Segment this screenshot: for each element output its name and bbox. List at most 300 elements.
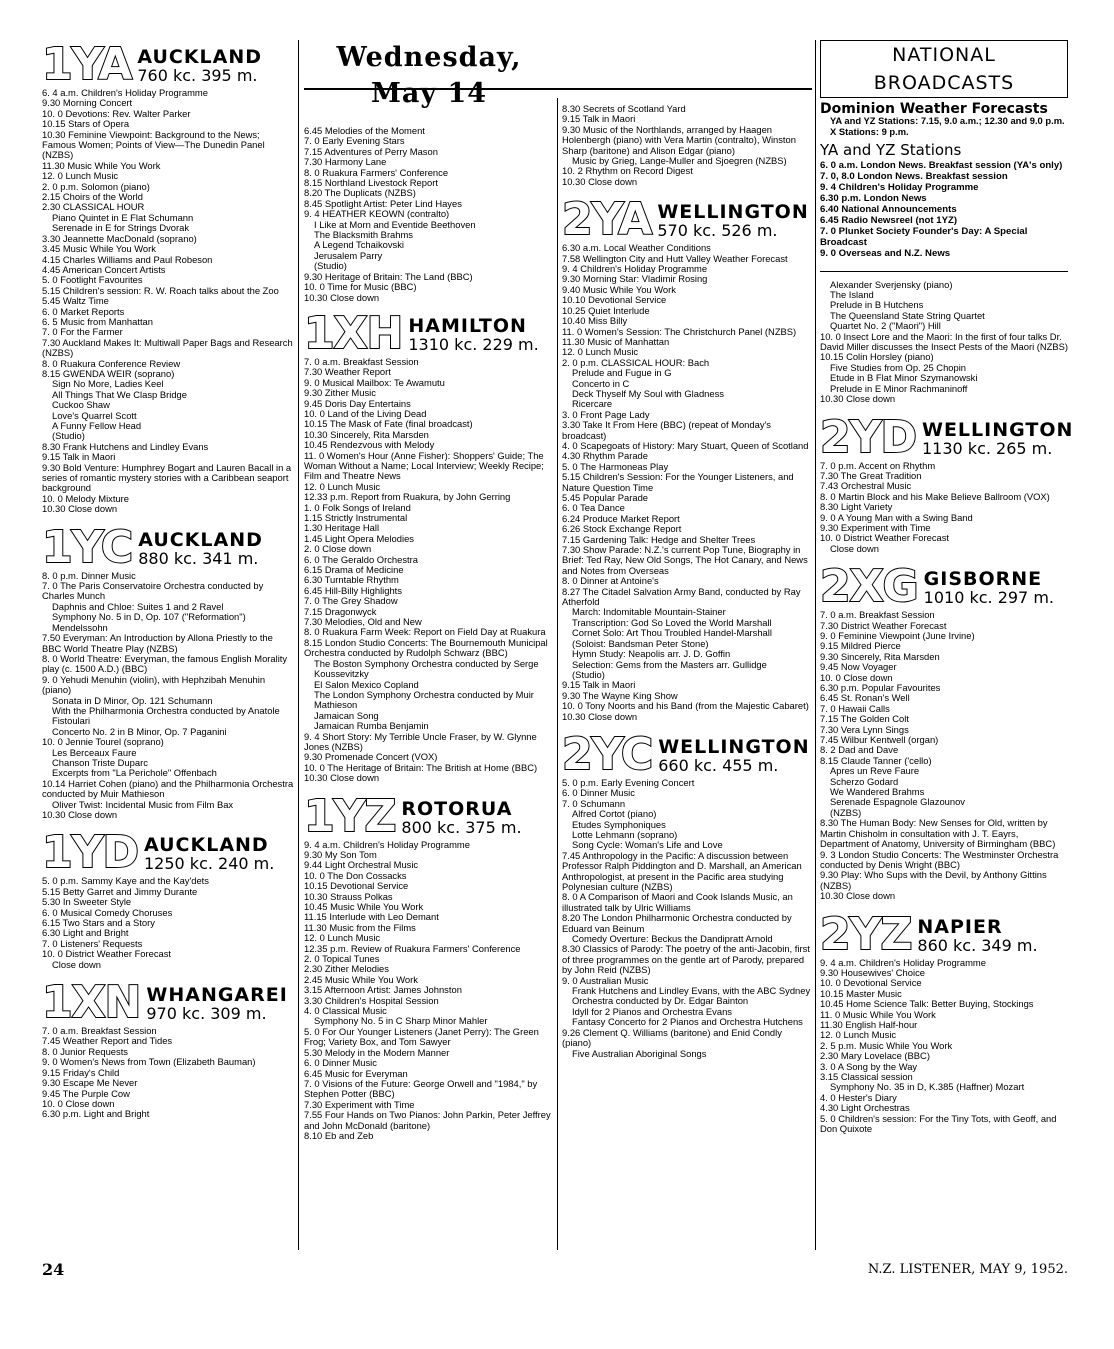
programme-line: Daphnis and Chloe: Suites 1 and 2 Ravel xyxy=(52,600,224,612)
station-1ya xyxy=(42,39,294,90)
programme-line: 7.30 Experiment with Time xyxy=(304,1098,415,1110)
programme-line: 2.15 Choirs of the World xyxy=(42,191,143,203)
programme-line: 10. 0 The Heritage of Britain: The British at Home (BBC) xyxy=(304,761,538,773)
programme-line: 7. 0 Hawaii Calls xyxy=(820,702,890,714)
programme-line: 5.30 In Sweeter Style xyxy=(42,896,132,908)
programme-line: 8.15 Claude Tanner ('cello) xyxy=(820,754,932,766)
programme-line: 10.25 Quiet Interlude xyxy=(562,304,650,316)
programme-line: 10. 0 Melody Mixture xyxy=(42,492,130,504)
programme-line: 6.30 p.m. Popular Favourites xyxy=(820,682,941,693)
programme-list xyxy=(562,243,812,722)
station-name: WHANGAREI xyxy=(146,984,288,1007)
programme-line: 9.45 Doris Day Entertains xyxy=(304,397,411,409)
national-items xyxy=(820,160,1068,259)
programme-line: 5.45 Waltz Time xyxy=(42,295,109,307)
programme-line: 9.15 Mildred Pierce xyxy=(820,640,901,652)
programme-line: 7.45 Anthropology in the Pacific: A discussion between Professor Ralph Piddington and D. Marshall, an American Anthropologist, at present in the Pacific area studying Polynesian culture (NZBS) xyxy=(562,849,802,892)
programme-line: Hymn Study: Neapolis arr. J. D. Goffin xyxy=(572,648,731,660)
programme-line: 6.45 Hill-Billy Highlights xyxy=(304,584,402,596)
programme-line: Deck Thyself My Soul with Gladness xyxy=(572,387,724,399)
programme-line: 11.30 Music of Manhattan xyxy=(562,335,670,347)
national-item xyxy=(820,193,1068,204)
programme-line: Love's Quarrel Scott xyxy=(52,409,137,421)
programme-line: 3. 0 Front Page Lady xyxy=(562,408,650,420)
programme-line: 2.30 CLASSICAL HOUR xyxy=(42,201,145,213)
programme-list xyxy=(562,104,812,187)
programme-line: 12. 0 Lunch Music xyxy=(820,1029,897,1041)
programme-line: 10.45 Rendezvous with Melody xyxy=(304,439,435,451)
programme-line: (Studio) xyxy=(572,668,605,680)
programme-line: 6. 0 Market Reports xyxy=(42,305,125,317)
national-broadcasts-box: NATIONAL BROADCASTS xyxy=(820,40,1068,98)
programme-line: 10. 0 Close down xyxy=(820,671,893,683)
programme-line: 8.30 Classics of Parody: The poetry of the anti-Jacobin, first of three programmes on the gentle art of Parody, prepared by John Reid (NZBS) xyxy=(562,943,810,976)
weather-title: Dominion Weather Forecasts xyxy=(820,101,1048,117)
programme-line: Alexander Sverjensky (piano) xyxy=(830,278,953,290)
programme-line: Symphony No. 35 in D, K.385 (Haffner) Mozart xyxy=(830,1081,1025,1093)
programme-line: 8. 0 Ruakura Conference Review xyxy=(42,357,181,369)
national-item-desc: London News. Breakfast session xyxy=(857,170,1008,182)
programme-line: 7. 0 Visions of the Future: George Orwell and "1984," by Stephen Potter (BBC) xyxy=(304,1077,538,1100)
programme-line: 9.30 Music of the Northlands, arranged by Haagen Holenbergh (piano) with Vera Martin (contralto), Winston Sharp (baritone) and Alison Edgar (piano) xyxy=(562,123,796,156)
programme-line: Comedy Overture: Beckus the Dandipratt Arnold xyxy=(572,933,773,945)
programme-line: 7. 0 p.m. Accent on Rhythm xyxy=(820,459,936,471)
programme-line: 1. 0 Folk Songs of Ireland xyxy=(304,501,411,513)
programme-list xyxy=(820,280,1068,405)
station-frequency: 800 kc. 375 m. xyxy=(401,817,522,837)
programme-line: 3.45 Music While You Work xyxy=(42,243,156,255)
programme-line: 8.30 Light Variety xyxy=(820,501,893,513)
programme-line: 10.15 Colin Horsley (piano) xyxy=(820,351,934,363)
programme-line: 10.30 Strauss Polkas xyxy=(304,890,393,902)
station-frequency: 660 kc. 455 m. xyxy=(658,755,779,775)
programme-list xyxy=(42,876,294,970)
programme-line: Fantasy Concerto for 2 Pianos and Orchestra Hutchens xyxy=(572,1016,803,1028)
programme-line: 10.30 Feminine Viewpoint: Background to the News; Famous Women; Points of View—The Dunedin Panel (NZBS) xyxy=(42,128,265,161)
national-item-time: 7. 0 xyxy=(820,225,839,237)
programme-line: 12.35 p.m. Review of Ruakura Farmers' Conference xyxy=(304,942,521,954)
programme-line: 4.30 Light Orchestras xyxy=(820,1102,910,1114)
national-item-desc: Radio Newsreel (not 1YZ) xyxy=(841,214,958,226)
programme-list xyxy=(304,357,554,784)
national-item-desc: Children's Holiday Programme xyxy=(838,181,979,193)
national-item-time: 7. 0, 8.0 xyxy=(820,170,858,182)
programme-line: 10.30 Close down xyxy=(820,890,896,902)
national-item xyxy=(820,248,1068,259)
column-rule xyxy=(557,98,558,1250)
programme-line: Symphony No. 5 in C Sharp Minor Mahler xyxy=(314,1015,488,1027)
programme-line: Sign No More, Ladies Keel xyxy=(52,378,164,390)
programme-line: Prelude and Fugue in G xyxy=(572,367,672,379)
programme-line: Serenade Espagnole Glazounov xyxy=(830,796,965,808)
programme-line: 4. 0 Classical Music xyxy=(304,1005,387,1017)
programme-line: 3.15 Afternoon Artist: James Johnston xyxy=(304,984,462,996)
national-item-desc: Overseas and N.Z. News xyxy=(838,247,951,259)
programme-line: 11. 0 Music While You Work xyxy=(820,1008,936,1020)
programme-line: YA and YZ Stations: 7.15, 9.0 a.m.; 12.30 and 9.0 p.m. xyxy=(830,115,1065,127)
programme-line: 8. 2 Dad and Dave xyxy=(820,744,899,756)
programme-line: 10. 0 Land of the Living Dead xyxy=(304,407,427,419)
programme-line: 8.30 The Human Body: New Senses for Old, written by Martin Chisholm in consultation with J. T. Eayrs, Department of Anatomy, University of Birmingham (BBC) xyxy=(820,817,1056,850)
programme-line: 2. 0 Topical Tunes xyxy=(304,953,380,965)
programme-line: 9.15 Talk in Maori xyxy=(562,113,636,125)
station-1yz xyxy=(304,790,554,842)
column-rule xyxy=(298,40,299,1250)
programme-line: Etude in B Flat Minor Szymanowski xyxy=(830,372,978,384)
programme-line: 10.45 Music While You Work xyxy=(304,901,424,912)
programme-line: 12. 0 Lunch Music xyxy=(42,170,119,182)
programme-line: 9. 0 A Young Man with a Swing Band xyxy=(820,511,973,523)
programme-line: 9. 4 HEATHER KEOWN (contralto) xyxy=(304,208,450,220)
programme-line: 9. 3 London Studio Concerts: The Westminster Orchestra conducted by Denis Wright (BBC) xyxy=(820,848,1059,870)
station-frequency: 880 kc. 341 m. xyxy=(138,548,259,568)
programme-line: X Stations: 9 p.m. xyxy=(830,125,909,137)
programme-line: 5.15 Children's Session: For the Younger Listeners, and Nature Question Time xyxy=(562,471,794,493)
programme-line: 1.30 Heritage Hall xyxy=(304,522,380,534)
station-frequency: 760 kc. 395 m. xyxy=(137,66,258,85)
programme-line: All Things That We Clasp Bridge xyxy=(52,388,187,400)
programme-line: 7.43 Orchestral Music xyxy=(820,480,912,492)
programme-line: Excerpts from "La Perichole" Offenbach xyxy=(52,767,217,779)
station-1xh xyxy=(304,307,554,359)
programme-line: 9.45 Now Voyager xyxy=(820,661,897,673)
programme-line: 7. 0 Listeners' Requests xyxy=(42,937,143,949)
programme-line: We Wandered Brahms xyxy=(830,786,925,798)
programme-line: 10. 0 Insect Lore and the Maori: In the first of four talks Dr. David Miller discusses the Insect Pests of the Maori (NZBS) xyxy=(820,330,1068,353)
programme-line: 9.30 Heritage of Britain: The Land (BBC) xyxy=(304,270,473,282)
programme-line: 6. 4 a.m. Children's Holiday Programme xyxy=(42,87,208,98)
programme-line: 8.27 The Citadel Salvation Army Band, conducted by Ray Atherfold xyxy=(562,585,801,608)
programme-line: 9.30 The Wayne King Show xyxy=(562,689,678,701)
programme-line: 10. 0 Time for Music (BBC) xyxy=(304,281,417,293)
programme-line: 7.30 Vera Lynn Sings xyxy=(820,723,909,735)
programme-list xyxy=(304,840,554,1142)
programme-list xyxy=(820,958,1068,1135)
programme-line: 5. 0 The Harmoneas Play xyxy=(562,460,669,472)
programme-line: 9.30 Sincerely, Rita Marsden xyxy=(820,650,940,662)
programme-line: 2. 0 p.m. CLASSICAL HOUR: Bach xyxy=(562,356,710,368)
station-logo: 1XH xyxy=(304,307,403,359)
programme-line: 2. 5 p.m. Music While You Work xyxy=(820,1039,953,1051)
publication-line: N.Z. LISTENER, MAY 9, 1952. xyxy=(867,1262,1068,1277)
programme-line: 8.30 Frank Hutchens and Lindley Evans xyxy=(42,440,209,452)
programme-line: Prelude in B Hutchens xyxy=(830,299,924,311)
programme-line: 2.30 Zither Melodies xyxy=(304,963,389,975)
programme-line: A Funny Fellow Head xyxy=(52,420,142,431)
station-name: ROTORUA xyxy=(401,797,513,820)
programme-line: 8.15 London Studio Concerts: The Bournemouth Municipal Orchestra conducted by Rudolph Schwarz (BBC) xyxy=(304,636,548,659)
programme-line: Scherzo Godard xyxy=(830,775,899,787)
programme-line: Etudes Symphoniques xyxy=(572,818,666,830)
programme-line: 7.30 Weather Report xyxy=(304,366,391,378)
programme-line: March: Indomitable Mountain-Stainer xyxy=(572,606,726,618)
programme-line: Selection: Gems from the Masters arr. Gullidge xyxy=(572,658,767,670)
programme-line: 8.10 Eb and Zeb xyxy=(304,1129,374,1141)
national-item-time: 9. 4 xyxy=(820,181,839,193)
programme-line: Cuckoo Shaw xyxy=(52,399,110,411)
programme-line: 7.30 Melodies, Old and New xyxy=(304,616,422,628)
programme-line: Concerto No. 2 in B Minor, Op. 7 Paganini xyxy=(52,725,227,737)
programme-list xyxy=(304,126,554,303)
programme-line: 6.45 St. Ronan's Well xyxy=(820,692,910,704)
programme-line: 10. 2 Rhythm on Record Digest xyxy=(562,165,693,177)
programme-line: Symphony No. 5 in D, Op. 107 ("Reformation") Mendelssohn xyxy=(52,611,246,633)
programme-line: Lotte Lehmann (soprano) xyxy=(572,828,678,840)
programme-line: 7.15 The Golden Colt xyxy=(820,713,909,725)
programme-line: 11.15 Interlude with Leo Demant xyxy=(304,911,439,923)
programme-line: 11. 0 Women's Hour (Anne Fisher): Shoppers' Guide; The Woman Without a Name; Local Interview; Weekly Recipe; Film and Theatre News xyxy=(304,449,544,482)
programme-line: 8.30 Secrets of Scotland Yard xyxy=(562,103,686,114)
programme-line: 9.30 Play: Who Sups with the Devil, by Anthony Gittins (NZBS) xyxy=(820,869,1047,891)
programme-line: 5.30 Melody in the Modern Manner xyxy=(304,1046,450,1058)
programme-line: 8. 0 Martin Block and his Make Believe Ballroom (VOX) xyxy=(820,490,1050,502)
programme-line: Close down xyxy=(52,958,101,970)
station-2yz xyxy=(820,908,1068,960)
station-name: WELLINGTON xyxy=(922,418,1074,441)
programme-line: 7. 0 a.m. Breakfast Session xyxy=(304,355,419,367)
programme-line: 8. 0 Ruakura Farmers' Conference xyxy=(304,166,449,178)
column-3 xyxy=(562,104,812,1059)
station-name: WELLINGTON xyxy=(658,735,810,758)
programme-line: 4. 0 Hester's Diary xyxy=(820,1091,897,1103)
programme-line: 10.14 Harriet Cohen (piano) and the Philharmonia Orchestra conducted by Muir Mathieson xyxy=(42,777,294,800)
programme-line: 7.58 Wellington City and Hutt Valley Weather Forecast xyxy=(562,252,788,264)
programme-list xyxy=(820,610,1068,901)
programme-line: El Salon Mexico Copland xyxy=(314,678,419,690)
station-1yd xyxy=(42,827,294,879)
programme-line: 3.30 Jeannette MacDonald (soprano) xyxy=(42,232,197,244)
station-logo: 1YC xyxy=(42,521,133,573)
programme-line: 5. 0 Children's session: For the Tiny Tots, with Geoff, and Don Quixote xyxy=(820,1112,1057,1135)
national-item-time: 6.40 xyxy=(820,203,842,215)
station-1yc xyxy=(42,521,294,573)
programme-line: 10.10 Devotional Service xyxy=(562,294,667,306)
column-rule xyxy=(815,40,816,1250)
programme-line: 8. 0 A Comparison of Maori and Cook Islands Music, an illustrated talk by Ulric Williams xyxy=(562,891,793,913)
programme-line: 10.15 Devotional Service xyxy=(304,880,409,892)
programme-line: 10. 0 The Don Cossacks xyxy=(304,869,407,881)
station-name: GISBORNE xyxy=(923,568,1043,591)
programme-line: 10.30 Close down xyxy=(304,291,380,303)
programme-line: Jamaican Song xyxy=(314,709,379,721)
station-logo: 1XN xyxy=(42,977,141,1029)
programme-line: 10. 0 District Weather Forecast xyxy=(42,948,172,960)
station-frequency: 860 kc. 349 m. xyxy=(917,935,1038,955)
station-logo: 1YD xyxy=(42,827,138,879)
programme-line: 10.30 Close down xyxy=(42,809,118,820)
programme-line: 8. 0 Junior Requests xyxy=(42,1045,128,1057)
programme-line: 6.30 Turntable Rhythm xyxy=(304,574,399,586)
programme-line: 9.30 Experiment with Time xyxy=(820,521,931,533)
programme-line: 9.30 Promenade Concert (VOX) xyxy=(304,751,438,763)
programme-line: 6. 0 Dinner Music xyxy=(562,787,635,799)
station-2xg xyxy=(820,561,1068,613)
programme-line: 5. 0 For Our Younger Listeners (Janet Perry): The Green Frog; Variety Box, and Tom Sawyer xyxy=(304,1025,539,1048)
programme-line: 11.30 Music from the Films xyxy=(304,921,416,933)
programme-line: 6. 0 The Geraldo Orchestra xyxy=(304,553,418,565)
programme-line: Five Australian Aboriginal Songs xyxy=(572,1047,707,1059)
programme-line: 6. 0 Tea Dance xyxy=(562,502,625,514)
programme-line: Ricercare xyxy=(572,398,613,410)
column-4 xyxy=(820,40,1074,1135)
programme-line: 11.30 Music While You Work xyxy=(42,159,161,171)
programme-list xyxy=(42,571,294,821)
programme-line: Song Cycle: Woman's Life and Love xyxy=(572,839,723,851)
national-item-time: 6. 0 a.m. xyxy=(820,159,861,171)
programme-list xyxy=(42,1026,294,1120)
programme-line: 9.15 Talk in Maori xyxy=(562,679,636,691)
station-name: AUCKLAND xyxy=(137,46,263,68)
programme-line: 6.26 Stock Exchange Report xyxy=(562,523,682,535)
page-number: 24 xyxy=(42,1260,65,1279)
programme-line: 5.15 Children's session: R. W. Roach talks about the Zoo xyxy=(42,284,279,296)
programme-line: With the Philharmonia Orchestra conducted by Anatole Fistoulari xyxy=(52,704,280,727)
programme-line: 7. 0 Schumann xyxy=(562,797,626,809)
programme-line: 10.30 Close down xyxy=(562,710,638,722)
programme-line: 7.45 Weather Report and Tides xyxy=(42,1035,173,1047)
programme-line: Les Berceaux Faure xyxy=(52,746,137,758)
national-item-time: 6.45 xyxy=(820,214,842,226)
programme-line: 9. 4 Short Story: My Terrible Uncle Fraser, by W. Glynne Jones (NZBS) xyxy=(304,730,537,752)
programme-line: 9. 0 Musical Mailbox: Te Awamutu xyxy=(304,376,445,388)
programme-line: 7.15 Adventures of Perry Mason xyxy=(304,145,438,157)
programme-line: 8.45 Spotlight Artist: Peter Lind Hayes xyxy=(304,197,462,209)
programme-line: 12.33 p.m. Report from Ruakura, by John Gerring xyxy=(304,491,511,503)
programme-line: 12. 0 Lunch Music xyxy=(304,480,381,492)
programme-line: The Queensland State String Quartet xyxy=(830,309,985,321)
programme-line: 6.30 p.m. Light and Bright xyxy=(42,1108,150,1120)
programme-line: 9. 0 Feminine Viewpoint (June Irvine) xyxy=(820,629,975,641)
programme-line: 9.30 Bold Venture: Humphrey Bogart and Lauren Bacall in a series of romantic mystery stories with a Caribbean seaport background xyxy=(42,461,292,494)
programme-line: 10. 0 District Weather Forecast xyxy=(820,532,950,544)
station-frequency: 1310 kc. 229 m. xyxy=(408,334,539,354)
programme-line: (NZBS) xyxy=(830,806,862,818)
programme-line: Concerto in C xyxy=(572,377,630,389)
programme-line: 4.30 Rhythm Parade xyxy=(562,450,648,462)
programme-line: 9.30 My Son Tom xyxy=(304,848,377,860)
programme-line: 7. 0 a.m. Breakfast Session xyxy=(42,1025,157,1037)
station-2yd xyxy=(820,411,1074,463)
station-logo: 2XG xyxy=(820,561,918,613)
programme-line: 5. 0 p.m. Sammy Kaye and the Kay'dets xyxy=(42,875,209,887)
programme-line: 7. 0 Early Evening Stars xyxy=(304,135,405,147)
programme-line: Serenade in E for Strings Dvorak xyxy=(52,222,190,234)
national-item-desc: London News. Breakfast session (YA's only) xyxy=(860,159,1063,171)
station-logo: 2YD xyxy=(820,411,916,463)
programme-line: 5. 0 p.m. Early Evening Concert xyxy=(562,776,695,788)
programme-line: 10.45 Home Science Talk: Better Buying, Stockings xyxy=(820,998,1034,1010)
programme-line: 9.30 Housewives' Choice xyxy=(820,966,925,978)
station-frequency: 1010 kc. 297 m. xyxy=(923,588,1054,608)
programme-line: A Legend Tchaikovski xyxy=(314,239,404,251)
station-name: HAMILTON xyxy=(408,314,527,337)
programme-line: 3.30 Children's Hospital Session xyxy=(304,994,439,1006)
programme-line: 7.30 The Great Tradition xyxy=(820,469,922,481)
programme-line: Alfred Cortot (piano) xyxy=(572,808,657,820)
programme-line: 7.30 Harmony Lane xyxy=(304,156,387,168)
station-logo: 1YZ xyxy=(304,790,396,842)
programme-line: (Studio) xyxy=(314,260,347,272)
national-item xyxy=(820,215,1068,226)
programme-line: Close down xyxy=(830,542,879,554)
station-logo: 1YA xyxy=(42,39,132,90)
programme-line: 1.45 Light Opera Melodies xyxy=(304,532,414,544)
programme-line: 5.15 Betty Garret and Jimmy Durante xyxy=(42,885,198,897)
programme-line: 9. 0 Women's News from Town (Elizabeth Bauman) xyxy=(42,1056,256,1068)
programme-line: Cornet Solo: Art Thou Troubled Handel-Marshall xyxy=(572,627,772,639)
programme-line: The Island xyxy=(830,289,874,301)
programme-line: Oliver Twist: Incidental Music from Film Bax xyxy=(52,798,234,810)
programme-line: 1.15 Strictly Instrumental xyxy=(304,512,408,523)
programme-line: 5.45 Popular Parade xyxy=(562,492,649,503)
programme-list xyxy=(42,88,294,515)
column-2 xyxy=(304,40,554,1141)
programme-line: 7.15 Gardening Talk: Hedge and Shelter Trees xyxy=(562,533,756,545)
programme-line: 10.15 Master Music xyxy=(820,987,902,999)
day-heading: Wednesday, May 14 xyxy=(336,42,522,109)
programme-line: Jamaican Rumba Benjamin xyxy=(314,720,429,732)
programme-line: 9.44 Light Orchestral Music xyxy=(304,859,419,871)
national-item-desc: National Announcements xyxy=(841,203,957,215)
programme-line: 10.30 Close down xyxy=(42,503,118,515)
programme-line: 9.26 Clement Q. Williams (baritone) and Enid Condly (piano) xyxy=(562,1026,782,1049)
programme-line: 10.30 Close down xyxy=(820,393,896,405)
programme-line: 10.15 The Mask of Fate (final broadcast) xyxy=(304,418,473,430)
national-item xyxy=(820,182,1068,193)
programme-line: 10. 0 Devotions: Rev. Walter Parker xyxy=(42,107,191,119)
station-2ya xyxy=(562,194,812,246)
programme-line: 9.15 Friday's Child xyxy=(42,1066,120,1078)
programme-line: Transcription: God So Loved the World Marshall xyxy=(572,616,772,628)
programme-line: 2.30 Mary Lovelace (BBC) xyxy=(820,1050,930,1062)
programme-line: 10.30 Sincerely, Rita Marsden xyxy=(304,428,429,440)
ya-yz-title: YA and YZ Stations xyxy=(820,141,962,160)
programme-line: The Boston Symphony Orchestra conducted by Serge Koussevitzky xyxy=(314,657,539,680)
programme-line: 6.45 Music for Everyman xyxy=(304,1067,408,1079)
programme-line: 8. 0 p.m. Dinner Music xyxy=(42,569,136,581)
programme-line: Frank Hutchens and Lindley Evans, with the ABC Sydney Orchestra conducted by Dr. Edgar Bainton xyxy=(572,985,811,1007)
programme-line: 8.15 Northland Livestock Report xyxy=(304,177,438,189)
programme-line: 9.15 Talk in Maori xyxy=(42,451,116,463)
station-frequency: 1130 kc. 265 m. xyxy=(922,438,1053,458)
programme-line: 9.40 Music While You Work xyxy=(562,283,676,295)
programme-line: 10. 0 Devotional Service xyxy=(820,977,922,989)
programme-line: 7. 0 a.m. Breakfast Session xyxy=(820,609,935,621)
station-logo: 2YA xyxy=(562,194,652,246)
programme-line: 7.55 Four Hands on Two Pianos: John Parkin, Peter Jeffrey and John McDonald (baritone) xyxy=(304,1109,551,1131)
programme-line: 9.30 Escape Me Never xyxy=(42,1077,138,1089)
programme-line: 8. 0 World Theatre: Everyman, the famous English Morality play (c. 1500 A.D.) (BBC) xyxy=(42,652,288,675)
programme-line: 3.15 Classical session xyxy=(820,1071,913,1082)
programme-line: 11.30 English Half-hour xyxy=(820,1018,918,1030)
programme-line: (Studio) xyxy=(52,430,85,442)
programme-line: Apres un Reve Faure xyxy=(830,765,920,777)
programme-line: The London Symphony Orchestra conducted by Muir Mathieson xyxy=(314,688,534,711)
programme-line: 9. 0 Australian Music xyxy=(562,974,649,986)
programme-line: 7.30 District Weather Forecast xyxy=(820,619,947,631)
programme-line: Idyll for 2 Pianos and Orchestra Evans xyxy=(572,1005,732,1017)
programme-line: Chanson Triste Duparc xyxy=(52,756,148,768)
programme-line: 6.15 Two Stars and a Story xyxy=(42,917,155,929)
programme-line: Quartet No. 2 ("Maori") Hill xyxy=(830,320,941,332)
programme-line: 10.30 Close down xyxy=(304,772,380,784)
station-2yc xyxy=(562,728,812,780)
programme-line: 3.30 Take It From Here (BBC) (repeat of Monday's broadcast) xyxy=(562,419,771,441)
programme-line: 4.15 Charles Williams and Paul Robeson xyxy=(42,253,213,265)
programme-line: 2.45 Music While You Work xyxy=(304,973,418,985)
programme-line: 10. 0 Tony Noorts and his Band (from the Majestic Cabaret) xyxy=(562,700,809,712)
programme-line: 6.30 Light and Bright xyxy=(42,927,129,939)
